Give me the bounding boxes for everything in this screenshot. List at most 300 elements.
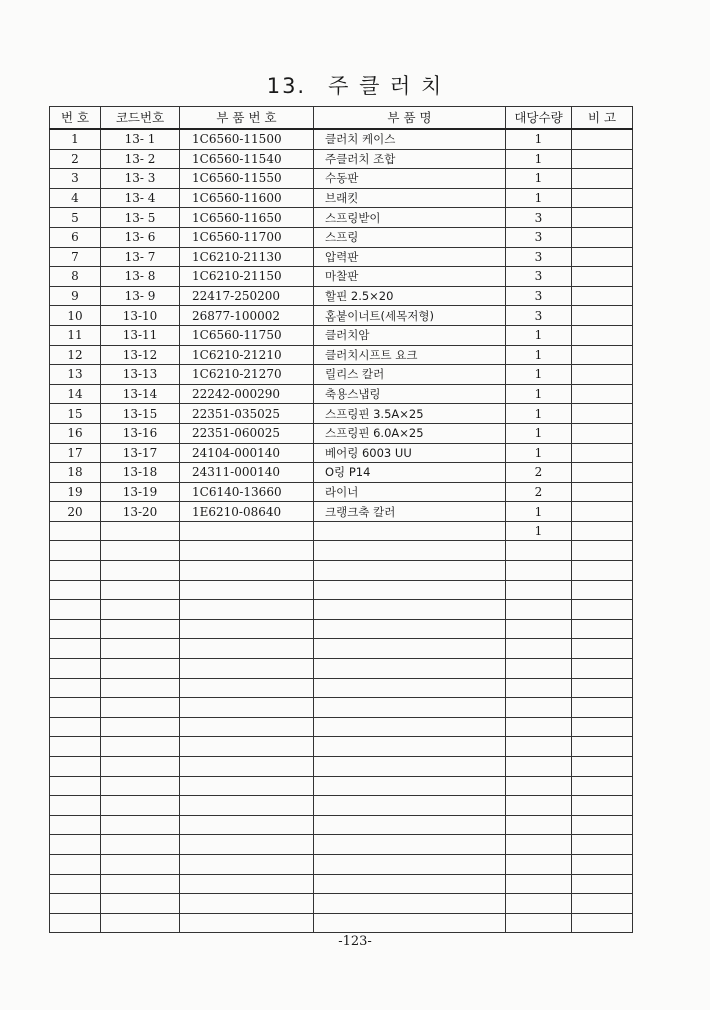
cell-name [314,541,506,561]
cell-note [572,404,633,424]
table-row [50,306,633,326]
cell-part-no [180,561,314,581]
cell-part-no [180,874,314,894]
cell-qty: 2 [506,482,572,502]
cell-name [314,639,506,659]
cell-code [101,521,180,541]
cell-code [101,835,180,855]
cell-code [101,580,180,600]
cell-no: 3 [50,169,101,189]
cell-qty: 1 [506,365,572,385]
table-row [50,267,633,287]
cell-note [572,913,633,933]
cell-part-no: 22351-035025 [180,404,314,424]
cell-no: 7 [50,247,101,267]
cell-part-no: 1C6560-11750 [180,325,314,345]
cell-note [572,541,633,561]
table-row [50,404,633,424]
cell-code [101,854,180,874]
cell-qty [506,737,572,757]
cell-no [50,600,101,620]
cell-qty [506,815,572,835]
cell-part-no: 22417-250200 [180,286,314,306]
header-name: 부 품 명 [314,107,506,130]
cell-part-no [180,815,314,835]
empty-row [50,757,633,777]
cell-name: 스프링핀 3.5A×25 [314,404,506,424]
header-note: 비 고 [572,107,633,130]
cell-name: 스프링핀 6.0A×25 [314,423,506,443]
cell-part-no: 1E6210-08640 [180,502,314,522]
table-row [50,463,633,483]
cell-no: 16 [50,423,101,443]
cell-qty: 3 [506,227,572,247]
cell-code [101,796,180,816]
empty-row [50,913,633,933]
cell-name [314,561,506,581]
empty-row [50,835,633,855]
cell-no [50,561,101,581]
cell-note [572,463,633,483]
cell-qty [506,776,572,796]
parts-table [49,106,633,933]
header-qty: 대당수량 [506,107,572,130]
empty-row [50,659,633,679]
cell-name: 클러치 케이스 [314,129,506,149]
cell-part-no [180,521,314,541]
cell-part-no [180,894,314,914]
cell-qty [506,561,572,581]
cell-name [314,815,506,835]
cell-name: 주클러치 조합 [314,149,506,169]
cell-name: 릴리스 칼러 [314,365,506,385]
cell-part-no [180,796,314,816]
cell-part-no: 1C6560-11540 [180,149,314,169]
cell-no: 15 [50,404,101,424]
cell-no [50,835,101,855]
cell-qty: 3 [506,306,572,326]
cell-qty: 1 [506,325,572,345]
cell-no: 19 [50,482,101,502]
cell-name: O링 P14 [314,463,506,483]
cell-qty [506,659,572,679]
cell-name [314,717,506,737]
cell-qty: 1 [506,384,572,404]
cell-part-no [180,541,314,561]
cell-qty [506,913,572,933]
cell-qty: 1 [506,502,572,522]
table-row [50,502,633,522]
cell-part-no [180,737,314,757]
cell-name [314,737,506,757]
table-row [50,521,633,541]
cell-code [101,913,180,933]
cell-note [572,874,633,894]
cell-name: 클러치암 [314,325,506,345]
cell-part-no [180,854,314,874]
cell-note [572,894,633,914]
cell-part-no: 1C6560-11700 [180,227,314,247]
cell-note [572,443,633,463]
cell-no [50,639,101,659]
cell-code: 13- 9 [101,286,180,306]
cell-no: 18 [50,463,101,483]
cell-code [101,639,180,659]
empty-row [50,894,633,914]
cell-name [314,698,506,718]
header-part-no: 부 품 번 호 [180,107,314,130]
cell-no: 6 [50,227,101,247]
empty-row [50,854,633,874]
cell-name: 스프링 [314,227,506,247]
cell-qty: 3 [506,208,572,228]
table-row [50,482,633,502]
cell-qty: 1 [506,521,572,541]
cell-note [572,678,633,698]
cell-qty [506,600,572,620]
empty-row [50,678,633,698]
cell-note [572,384,633,404]
cell-note [572,796,633,816]
cell-code [101,757,180,777]
header-code: 코드번호 [101,107,180,130]
cell-code: 13- 2 [101,149,180,169]
cell-code [101,776,180,796]
cell-no: 10 [50,306,101,326]
cell-part-no [180,835,314,855]
cell-no [50,737,101,757]
cell-code [101,894,180,914]
cell-code [101,737,180,757]
cell-qty [506,717,572,737]
cell-code [101,619,180,639]
cell-no [50,757,101,777]
cell-code [101,659,180,679]
table-row [50,423,633,443]
empty-row [50,698,633,718]
cell-name [314,835,506,855]
table-row [50,188,633,208]
cell-note [572,149,633,169]
cell-qty: 1 [506,423,572,443]
cell-note [572,854,633,874]
cell-qty [506,854,572,874]
cell-code: 13-19 [101,482,180,502]
cell-qty: 3 [506,286,572,306]
table-row [50,208,633,228]
cell-qty [506,639,572,659]
cell-note [572,227,633,247]
cell-qty: 2 [506,463,572,483]
empty-row [50,561,633,581]
cell-note [572,423,633,443]
header-row [50,107,633,130]
cell-no: 4 [50,188,101,208]
cell-code: 13-10 [101,306,180,326]
cell-name: 마찰판 [314,267,506,287]
cell-part-no: 22242-000290 [180,384,314,404]
empty-row [50,815,633,835]
cell-no [50,854,101,874]
cell-qty [506,757,572,777]
cell-code: 13- 4 [101,188,180,208]
cell-part-no: 1C6210-21130 [180,247,314,267]
cell-note [572,717,633,737]
cell-part-no [180,580,314,600]
cell-name [314,678,506,698]
cell-qty: 3 [506,247,572,267]
cell-no: 5 [50,208,101,228]
cell-note [572,482,633,502]
cell-code: 13- 1 [101,129,180,149]
cell-code [101,600,180,620]
empty-row [50,541,633,561]
cell-note [572,521,633,541]
cell-qty [506,835,572,855]
cell-part-no [180,757,314,777]
table-row [50,129,633,149]
cell-note [572,169,633,189]
cell-no [50,659,101,679]
cell-part-no: 22351-060025 [180,423,314,443]
cell-name [314,796,506,816]
table-row [50,384,633,404]
empty-row [50,874,633,894]
cell-no [50,776,101,796]
cell-part-no [180,639,314,659]
cell-code: 13-16 [101,423,180,443]
empty-row [50,600,633,620]
cell-code: 13-14 [101,384,180,404]
table-row [50,345,633,365]
cell-no: 12 [50,345,101,365]
cell-no: 8 [50,267,101,287]
cell-code [101,698,180,718]
cell-qty [506,678,572,698]
cell-note [572,737,633,757]
cell-name [314,854,506,874]
cell-part-no: 1C6140-13660 [180,482,314,502]
cell-no [50,541,101,561]
cell-part-no [180,600,314,620]
cell-code: 13-11 [101,325,180,345]
header-no: 번 호 [50,107,101,130]
cell-note [572,815,633,835]
table-body [50,129,633,933]
cell-part-no: 1C6560-11600 [180,188,314,208]
cell-no [50,874,101,894]
cell-note [572,247,633,267]
empty-row [50,796,633,816]
cell-qty [506,580,572,600]
cell-name [314,580,506,600]
cell-note [572,619,633,639]
cell-no [50,796,101,816]
cell-code [101,815,180,835]
table-row [50,149,633,169]
cell-code [101,561,180,581]
empty-row [50,717,633,737]
cell-name: 압력판 [314,247,506,267]
cell-no [50,698,101,718]
cell-code: 13- 6 [101,227,180,247]
cell-name: 할핀 2.5×20 [314,286,506,306]
cell-name [314,776,506,796]
cell-part-no: 1C6560-11500 [180,129,314,149]
table-row [50,169,633,189]
cell-part-no: 1C6560-11650 [180,208,314,228]
cell-note [572,757,633,777]
cell-name: 수동판 [314,169,506,189]
empty-row [50,776,633,796]
cell-no [50,678,101,698]
cell-name: 브래킷 [314,188,506,208]
empty-row [50,619,633,639]
table-row [50,365,633,385]
cell-no [50,717,101,737]
cell-name [314,600,506,620]
cell-part-no [180,717,314,737]
cell-no: 2 [50,149,101,169]
cell-qty: 1 [506,149,572,169]
cell-part-no [180,619,314,639]
cell-no [50,913,101,933]
section-number: 13. [266,74,307,98]
cell-note [572,306,633,326]
empty-row [50,580,633,600]
cell-note [572,776,633,796]
cell-note [572,835,633,855]
empty-row [50,639,633,659]
table-row [50,443,633,463]
cell-code: 13- 8 [101,267,180,287]
cell-code: 13-20 [101,502,180,522]
cell-note [572,345,633,365]
cell-part-no [180,913,314,933]
cell-code: 13-15 [101,404,180,424]
cell-name [314,894,506,914]
cell-name: 라이너 [314,482,506,502]
cell-part-no [180,659,314,679]
cell-qty: 3 [506,267,572,287]
cell-name: 클러치시프트 요크 [314,345,506,365]
cell-name: 스프링받이 [314,208,506,228]
cell-code: 13- 3 [101,169,180,189]
cell-note [572,365,633,385]
cell-part-no: 1C6210-21210 [180,345,314,365]
cell-part-no [180,698,314,718]
cell-code [101,717,180,737]
cell-name: 홈붙이너트(세목저형) [314,306,506,326]
cell-part-no: 1C6210-21150 [180,267,314,287]
cell-code: 13-12 [101,345,180,365]
cell-name [314,757,506,777]
cell-no: 20 [50,502,101,522]
cell-note [572,502,633,522]
page-number: -123- [338,934,372,949]
cell-code: 13- 7 [101,247,180,267]
cell-qty [506,619,572,639]
cell-code: 13-18 [101,463,180,483]
cell-name: 베어링 6003 UU [314,443,506,463]
table-row [50,227,633,247]
cell-note [572,580,633,600]
cell-note [572,639,633,659]
cell-qty: 1 [506,345,572,365]
cell-no [50,815,101,835]
cell-part-no: 24311-000140 [180,463,314,483]
cell-name [314,521,506,541]
cell-no: 17 [50,443,101,463]
table-row [50,247,633,267]
cell-part-no: 26877-100002 [180,306,314,326]
cell-no [50,894,101,914]
cell-no: 9 [50,286,101,306]
cell-qty [506,874,572,894]
cell-qty: 1 [506,129,572,149]
cell-qty: 1 [506,404,572,424]
empty-row [50,737,633,757]
cell-note [572,659,633,679]
cell-note [572,561,633,581]
cell-qty [506,796,572,816]
cell-part-no [180,678,314,698]
cell-note [572,267,633,287]
cell-note [572,325,633,345]
cell-code [101,541,180,561]
cell-part-no: 1C6560-11550 [180,169,314,189]
cell-part-no [180,776,314,796]
page-title [0,70,710,100]
cell-no [50,580,101,600]
cell-note [572,286,633,306]
cell-note [572,698,633,718]
cell-qty [506,894,572,914]
cell-code: 13-17 [101,443,180,463]
cell-note [572,188,633,208]
table-row [50,286,633,306]
cell-no [50,521,101,541]
cell-no [50,619,101,639]
table-row [50,325,633,345]
cell-no: 11 [50,325,101,345]
cell-code [101,678,180,698]
cell-note [572,129,633,149]
cell-name [314,874,506,894]
cell-name: 축용스냅링 [314,384,506,404]
cell-note [572,600,633,620]
cell-qty: 1 [506,443,572,463]
cell-name [314,619,506,639]
cell-no: 14 [50,384,101,404]
cell-name [314,913,506,933]
section-title: 주 클 러 치 [328,74,444,98]
cell-no: 13 [50,365,101,385]
cell-qty [506,541,572,561]
cell-code [101,874,180,894]
cell-qty: 1 [506,188,572,208]
cell-no: 1 [50,129,101,149]
cell-qty [506,698,572,718]
cell-part-no: 1C6210-21270 [180,365,314,385]
cell-part-no: 24104-000140 [180,443,314,463]
cell-name: 크랭크축 칼러 [314,502,506,522]
cell-qty: 1 [506,169,572,189]
cell-code: 13-13 [101,365,180,385]
cell-name [314,659,506,679]
cell-note [572,208,633,228]
cell-code: 13- 5 [101,208,180,228]
